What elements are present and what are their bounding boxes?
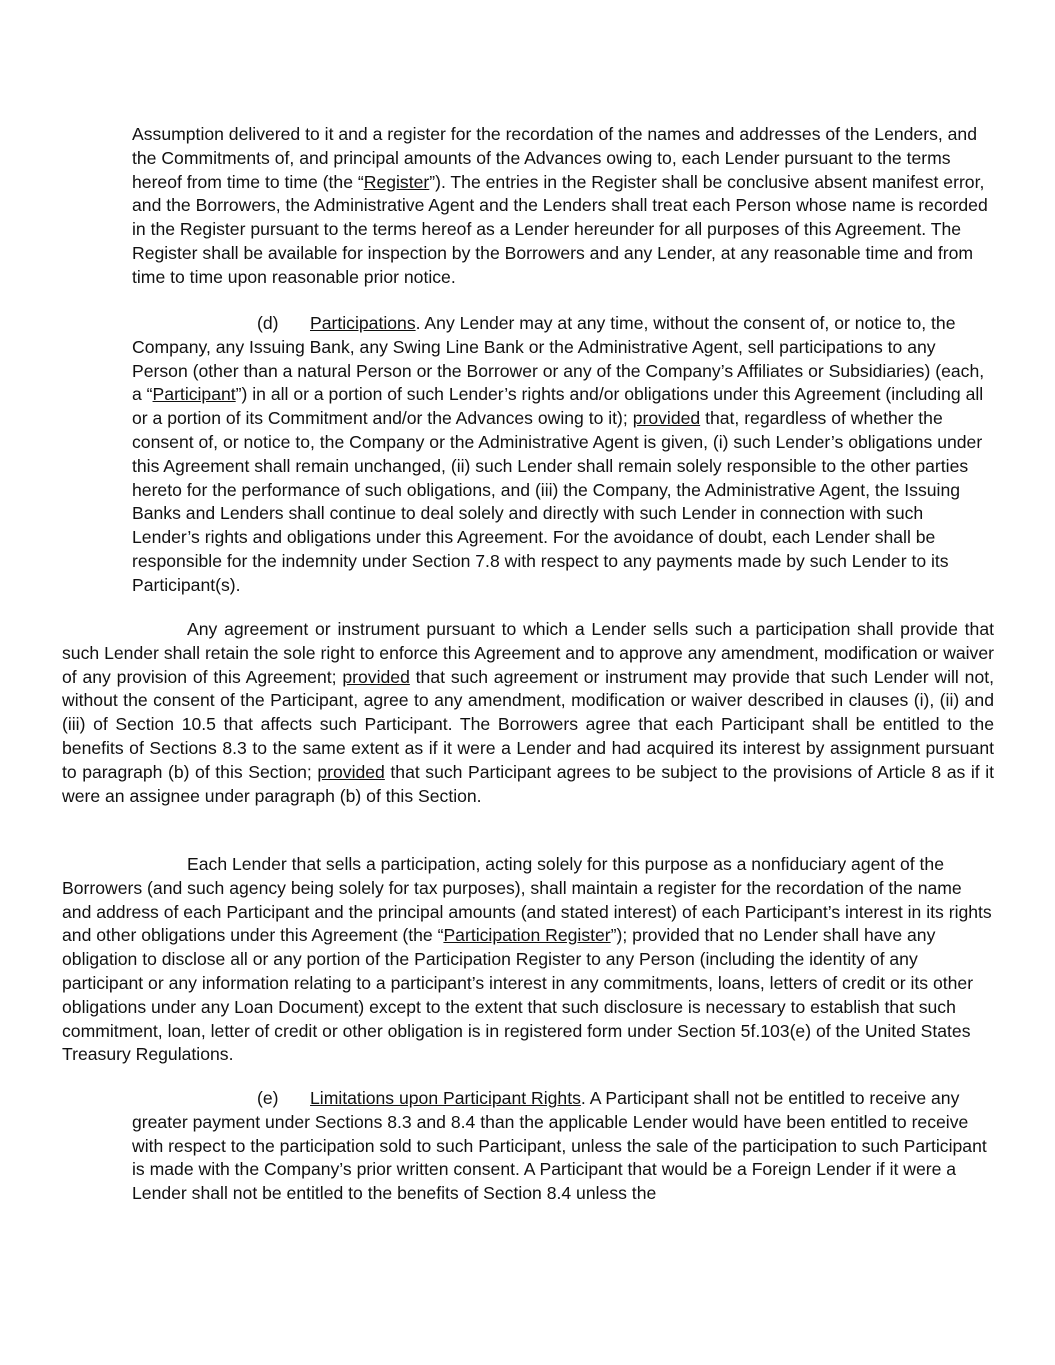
- section-heading-limitations: Limitations upon Participant Rights: [310, 1088, 581, 1108]
- section-heading-participations: Participations: [310, 313, 416, 333]
- proviso-provided: provided: [317, 761, 385, 782]
- text: ”). The entries in the Register shall be conclusive absent manifest error, and the Borrowers, the Administrative Agent and the Lenders shall treat each Person whose name is recorded in the Register pursuant to the terms hereof as a Lender hereunder for all purposes of this Agreement. The Register shall be available for inspection by the Borrowers and any Lender, at any reasonable time and from time to time upon reasonable prior notice.: [132, 171, 988, 287]
- text: . A Participant shall not be entitled to receive any greater payment under Sections 8.3 and 8.4 than the applicable Lender would have been entitled to receive with respect to the participation sold to such Participant, unless the sale of the participation to such Participant is made with the Company’s prior written consent. A Participant that would be a Foreign Lender if it were a Lender shall not be entitled to the benefits of Section 8.4 unless the: [132, 1088, 987, 1204]
- text: . Any Lender may at any time, without the consent of, or notice to, the Company, any Issuing Bank, any Swing Line Bank or the Administrative Agent, sell participations to any Person (other than a natural Person or the Borrower or any of the Company’s Affiliates or Subsidiaries) (each, a “: [132, 313, 985, 405]
- text: Each Lender that sells a participation, acting solely for this purpose as a nonfiduciary agent of the Borrowers (and such agency being solely for tax purposes), shall maintain a register for the recordation of the name and address of each Participant and the principal amounts (and stated interest) of each Participant’s interest in its rights and other obligations under this Agreement (the “: [62, 854, 992, 946]
- paragraph-participations: [132, 312, 994, 598]
- text: ”); provided that no Lender shall have any obligation to disclose all or any portion of the Participation Register to any Person (including the identity of any participant or any information relating to a participant’s interest in any commitments, loans, letters of credit or its other obligations under any Loan Document) except to the extent that such disclosure is necessary to establish that such commitment, loan, letter of credit or other obligation is in registered form under Section 5f.103(e) of the United States Treasury Regulations.: [62, 925, 974, 1065]
- paragraph-register: [132, 123, 994, 290]
- text: ”) in all or a portion of such Lender’s rights and/or obligations under this Agreement (including all or a portion of its Commitment and/or the Advances owing to it);: [132, 384, 984, 429]
- paragraph-participation-register: [62, 853, 994, 1067]
- text: that such agreement or instrument may provide that such Lender will not, without the consent of the Participant, agree to any amendment, modification or waiver described in clauses (i), (ii) and (iii) of Section 10.5 that affects such Participant. The Borrowers agree that each Participant shall be entitled to the benefits of Sections 8.3 to the same extent as if it were a Lender and had acquired its interest by assignment pursuant to paragraph (b) of this Section;: [62, 666, 995, 782]
- paragraph-participant-agreements: [62, 618, 994, 808]
- text: that such Participant agrees to be subject to the provisions of Article 8 as if it were an assignee under paragraph (b) of this Section.: [62, 761, 994, 806]
- defined-term-participation-register: Participation Register: [443, 925, 611, 946]
- text: that, regardless of whether the consent of, or notice to, the Company or the Administrative Agent is given, (i) such Lender’s obligations under this Agreement shall remain unchanged, (ii) such Lender shall remain solely responsible to the other parties hereto for the performance of such obligations, and (iii) the Company, the Administrative Agent, the Issuing Banks and Lenders shall continue to deal solely and directly with such Lender in connection with such Lender’s rights and obligations under this Agreement. For the avoidance of doubt, each Lender shall be responsible for the indemnity under Section 7.8 with respect to any payments made by such Lender to its Participant(s).: [132, 408, 983, 595]
- text: Any agreement or instrument pursuant to which a Lender sells such a participation shall provide that such Lender shall retain the sole right to enforce this Agreement and to approve any amendment, modification or waiver of any provision of this Agreement;: [62, 619, 994, 687]
- defined-term-participant: Participant: [152, 384, 236, 405]
- clause-marker-e: (e): [257, 1088, 279, 1108]
- proviso-provided: provided: [632, 408, 701, 429]
- proviso-provided: provided: [342, 666, 410, 687]
- defined-term-register: Register: [363, 171, 430, 192]
- clause-marker-d: (d): [257, 313, 279, 333]
- text: Assumption delivered to it and a register for the recordation of the names and addresses of the Lenders, and the Commitments of, and principal amounts of the Advances owing to, each Lender pursuant to the terms hereof from time to time (the “: [132, 124, 978, 192]
- paragraph-participant-limitations: [132, 1087, 994, 1206]
